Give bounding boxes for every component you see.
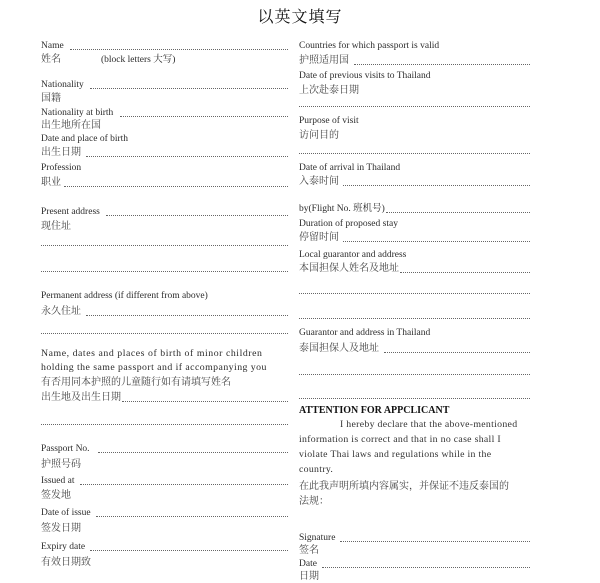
passport-no-label-zh: 护照号码 bbox=[41, 459, 81, 470]
previous-visits-label: Date of previous visits to Thailand bbox=[299, 71, 431, 81]
permanent-address-field[interactable] bbox=[86, 315, 288, 316]
purpose-label: Purpose of visit bbox=[299, 116, 359, 126]
countries-valid-label: Countries for which passport is valid bbox=[299, 41, 440, 51]
issued-at-label-zh: 签发地 bbox=[41, 490, 71, 501]
profession-label: Profession bbox=[41, 163, 82, 173]
block-letters-note: (block letters 大写) bbox=[101, 55, 176, 65]
date-of-issue-field[interactable] bbox=[96, 516, 288, 517]
present-address-field-2[interactable] bbox=[41, 245, 288, 246]
countries-valid-label-zh: 护照适用国 bbox=[299, 55, 349, 66]
flight-field[interactable] bbox=[386, 212, 530, 213]
minor-children-label-1: Name, dates and places of birth of minor children bbox=[41, 348, 263, 359]
minor-children-field-1[interactable] bbox=[122, 401, 288, 402]
flight-label: by(Flight No. 班机号) bbox=[299, 204, 385, 214]
duration-field[interactable] bbox=[343, 241, 530, 242]
profession-field[interactable] bbox=[64, 186, 288, 187]
profession-label-zh: 职业 bbox=[41, 177, 61, 188]
minor-children-field-2[interactable] bbox=[41, 424, 288, 425]
passport-no-field[interactable] bbox=[98, 452, 288, 453]
arrival-label: Date of arrival in Thailand bbox=[299, 163, 401, 173]
date-place-birth-label: Date and place of birth bbox=[41, 134, 129, 144]
permanent-address-label: Permanent address (if different from above) bbox=[41, 291, 208, 301]
expiry-date-field[interactable] bbox=[90, 550, 288, 551]
permanent-address-field-2[interactable] bbox=[41, 333, 288, 334]
name-field[interactable] bbox=[70, 49, 288, 50]
nationality-at-birth-label-zh: 出生地所在国 bbox=[41, 120, 101, 131]
purpose-field[interactable] bbox=[299, 153, 530, 154]
thai-guarantor-field-1[interactable] bbox=[384, 352, 530, 353]
date-label: Date bbox=[299, 559, 317, 569]
local-guarantor-field-3[interactable] bbox=[299, 318, 530, 319]
present-address-label-zh: 现住址 bbox=[41, 221, 71, 232]
previous-visits-label-zh: 上次赴泰日期 bbox=[299, 85, 359, 96]
present-address-field-3[interactable] bbox=[41, 271, 288, 272]
arrival-field[interactable] bbox=[343, 185, 530, 186]
date-of-issue-label-zh: 签发日期 bbox=[41, 523, 81, 534]
thai-guarantor-field-2[interactable] bbox=[299, 374, 530, 375]
declaration-line-3: violate Thai laws and regulations while in the bbox=[299, 449, 492, 460]
declaration-line-4: country. bbox=[299, 464, 334, 475]
name-label-zh: 姓名 bbox=[41, 54, 61, 65]
signature-field[interactable] bbox=[340, 541, 530, 542]
minor-children-label-zh-2: 出生地及出生日期 bbox=[41, 392, 121, 403]
expiry-date-label-zh: 有效日期致 bbox=[41, 557, 91, 568]
local-guarantor-label: Local guarantor and address bbox=[299, 250, 407, 260]
arrival-label-zh: 入泰时间 bbox=[299, 176, 339, 187]
nationality-label: Nationality bbox=[41, 80, 84, 90]
date-of-issue-label: Date of issue bbox=[41, 508, 91, 518]
permanent-address-label-zh: 永久住址 bbox=[41, 306, 81, 317]
date-field[interactable] bbox=[322, 567, 530, 568]
local-guarantor-field-2[interactable] bbox=[299, 293, 530, 294]
nationality-label-zh: 国籍 bbox=[41, 93, 61, 104]
expiry-date-label: Expiry date bbox=[41, 542, 86, 552]
countries-valid-field[interactable] bbox=[354, 64, 530, 65]
minor-children-label-2: holding the same passport and if accompanying you bbox=[41, 362, 267, 373]
issued-at-field[interactable] bbox=[80, 484, 288, 485]
name-label: Name bbox=[41, 41, 64, 51]
local-guarantor-field-1[interactable] bbox=[400, 272, 530, 273]
signature-label: Signature bbox=[299, 533, 336, 543]
purpose-label-zh: 访问目的 bbox=[299, 130, 339, 141]
thai-guarantor-label: Guarantor and address in Thailand bbox=[299, 328, 431, 338]
declaration-zh-1: 在此我声明所填内容属实，并保证不违反泰国的 bbox=[299, 481, 509, 492]
form-title: 以英文填写 bbox=[257, 9, 343, 26]
signature-label-zh: 签名 bbox=[299, 545, 319, 556]
nationality-at-birth-label: Nationality at birth bbox=[41, 108, 114, 118]
duration-label-zh: 停留时间 bbox=[299, 232, 339, 243]
present-address-label: Present address bbox=[41, 207, 100, 217]
declaration-line-2: information is correct and that in no case shall I bbox=[299, 434, 501, 445]
thai-guarantor-field-3[interactable] bbox=[299, 398, 530, 399]
nationality-at-birth-field[interactable] bbox=[120, 116, 288, 117]
thai-guarantor-label-zh: 泰国担保人及地址 bbox=[299, 343, 379, 354]
present-address-field-1[interactable] bbox=[106, 215, 288, 216]
date-place-birth-field[interactable] bbox=[86, 156, 288, 157]
date-place-birth-label-zh: 出生日期 bbox=[41, 147, 81, 158]
passport-no-label: Passport No. bbox=[41, 444, 90, 454]
declaration-line-1: I hereby declare that the above-mentioned bbox=[340, 419, 518, 430]
previous-visits-field[interactable] bbox=[299, 106, 530, 107]
minor-children-label-zh-1: 有否用同本护照的儿童随行如有请填写姓名 bbox=[41, 377, 231, 388]
local-guarantor-label-zh: 本国担保人姓名及地址 bbox=[299, 263, 399, 274]
issued-at-label: Issued at bbox=[41, 476, 75, 486]
nationality-field[interactable] bbox=[90, 88, 288, 89]
duration-label: Duration of proposed stay bbox=[299, 219, 398, 229]
declaration-zh-2: 法规： bbox=[299, 496, 329, 507]
date-label-zh: 日期 bbox=[299, 571, 319, 582]
attention-heading: ATTENTION FOR APPCLICANT bbox=[299, 405, 450, 416]
